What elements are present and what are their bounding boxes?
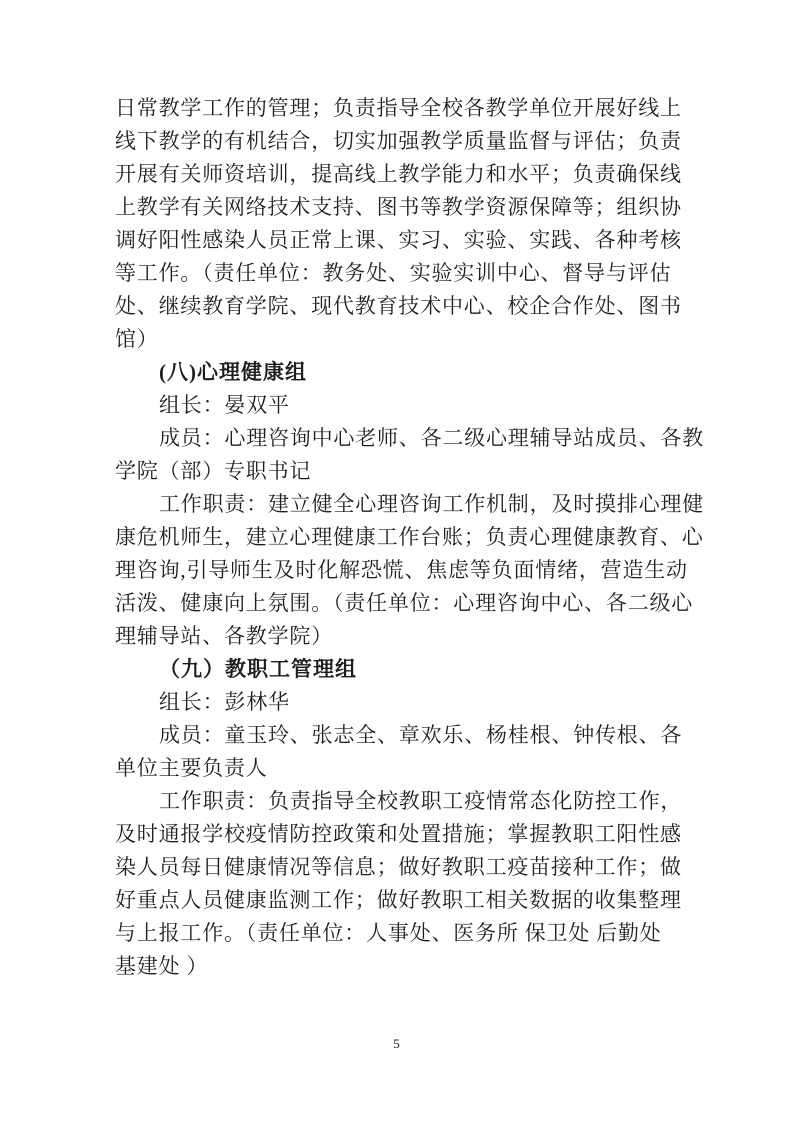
- duties-line: 工作职责：建立健全心理咨询工作机制，及时摸排心理健: [159, 492, 704, 516]
- text-line: 等工作。（责任单位：教务处、实验实训中心、督导与评估: [115, 261, 672, 285]
- text-line: 日常教学工作的管理；负责指导全校各教学单位开展好线上: [115, 96, 682, 120]
- page-number: 5: [393, 1036, 400, 1051]
- duties-line: 工作职责：负责指导全校教职工疫情常态化防控工作，: [159, 789, 683, 813]
- text-line: 处、继续教育学院、现代教育技术中心、校企合作处、图书: [115, 294, 682, 318]
- text-line: 上教学有关网络技术支持、图书等教学资源保障等；组织协: [115, 195, 682, 219]
- group-members-line: 成员：童玉玲、张志全、章欢乐、杨桂根、钟传根、各: [159, 723, 683, 747]
- text-line: 单位主要负责人: [115, 756, 268, 780]
- text-line: 开展有关师资培训，提高线上教学能力和水平；负责确保线: [115, 162, 682, 186]
- group-leader-line: 组长：晏双平: [159, 393, 290, 417]
- text-line: 学院（部）专职书记: [115, 459, 312, 483]
- text-line: 活泼、健康向上氛围。（责任单位：心理咨询中心、各二级心: [115, 591, 694, 615]
- group-members-line: 成员：心理咨询中心老师、各二级心理辅导站成员、各教: [159, 426, 704, 450]
- text-line: 与上报工作。（责任单位：人事处、医务所 保卫处 后勤处: [115, 921, 662, 945]
- text-line: 馆）: [115, 327, 159, 351]
- text-line: 线下教学的有机结合，切实加强教学质量监督与评估；负责: [115, 129, 682, 153]
- section-heading-mental-health-group: (八)心理健康组: [159, 360, 307, 384]
- page-body: [115, 92, 704, 983]
- text-line: 康危机师生，建立心理健康工作台账；负责心理健康教育、心: [115, 525, 704, 549]
- text-line: 及时通报学校疫情防控政策和处置措施；掌握教职工阳性感: [115, 822, 682, 846]
- text-line: 好重点人员健康监测工作；做好教职工相关数据的收集整理: [115, 888, 682, 912]
- text-line: 理辅导站、各教学院）: [115, 624, 333, 648]
- text-line: 染人员每日健康情况等信息；做好教职工疫苗接种工作；做: [115, 855, 682, 879]
- text-line: 基建处 ）: [115, 954, 209, 978]
- text-line: 理咨询,引导师生及时化解恐慌、焦虑等负面情绪，营造生动: [115, 558, 688, 582]
- group-leader-line: 组长：彭林华: [159, 690, 290, 714]
- section-heading-staff-management-group: （九）教职工管理组: [159, 657, 357, 681]
- text-line: 调好阳性感染人员正常上课、实习、实验、实践、各种考核: [115, 228, 682, 252]
